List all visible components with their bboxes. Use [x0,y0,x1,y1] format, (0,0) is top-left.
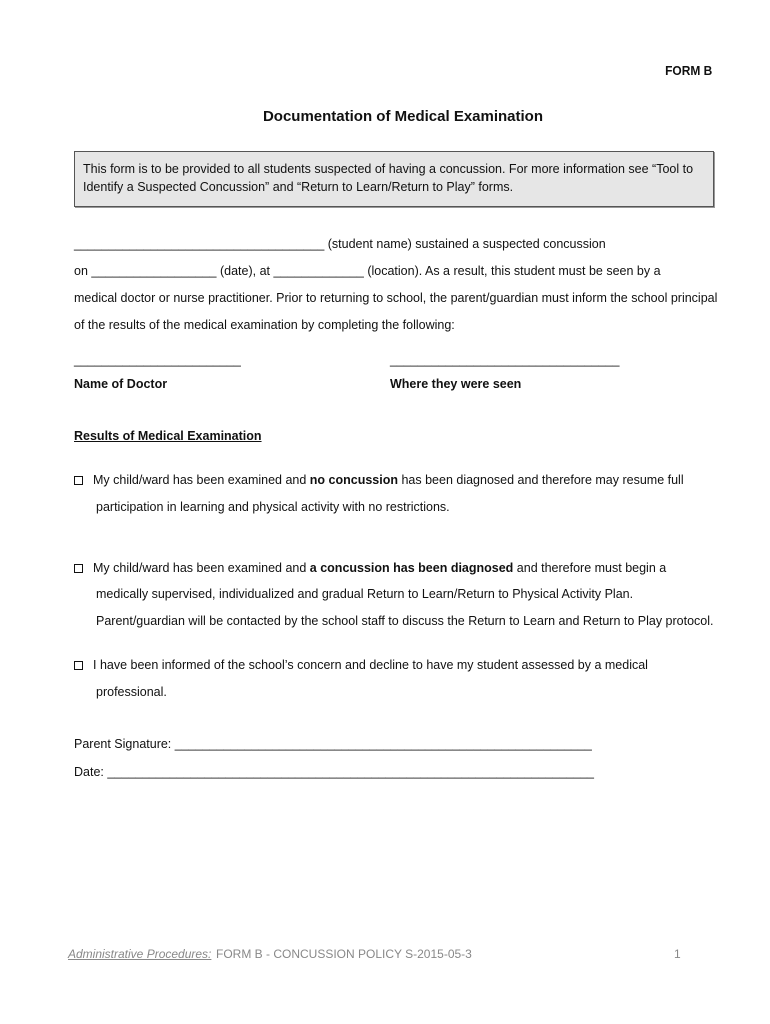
option-1-post: has been diagnosed and therefore may resume full [398,473,684,487]
parent-signature-field[interactable]: Parent Signature: ____________________________________________________________ [74,737,592,751]
notice-text: This form is to be provided to all students suspected of having a concussion. For more information see “Tool to Identify a Suspected Concussion” and “Return to Learn/Return to Play” forms. [83,162,694,194]
option-no-concussion [74,473,684,487]
option-2-post: and therefore must begin a [513,561,667,575]
document-title: Documentation of Medical Examination [262,108,544,125]
form-label: FORM B [664,63,712,78]
option-1-bold: no concussion [309,473,398,487]
checkbox-decline[interactable] [74,661,83,670]
results-heading: Results of Medical Examination [74,429,262,443]
date-field[interactable]: Date: ______________________________________________________________________ [74,765,594,779]
doctor-name-blank[interactable]: ________________________ [74,353,241,367]
option-2-line-2: medically supervised, individualized and gradual Return to Learn/Return to Physical Activity Plan. [96,587,634,601]
statement-line-1: ____________________________________ (student name) sustained a suspected concussion [74,237,606,251]
page-number: 1 [674,947,681,961]
footer-form-id: FORM B - CONCUSSION POLICY S-2015-05-3 [216,947,472,961]
statement-line-4: of the results of the medical examination by completing the following: [74,318,455,332]
option-1-pre: My child/ward has been examined and [93,473,310,487]
option-2-bold: a concussion has been diagnosed [309,561,514,575]
option-1-line-2: participation in learning and physical activity with no restrictions. [96,500,450,514]
location-seen-label: Where they were seen [390,377,522,391]
statement-line-2: on __________________ (date), at _____________ (location). As a result, this student must be seen by a [74,264,661,278]
location-seen-blank[interactable]: _________________________________ [390,353,620,367]
option-3-line-1: I have been informed of the school’s concern and decline to have my student assessed by a medical [93,658,648,672]
option-2-pre: My child/ward has been examined and [93,561,310,575]
footer-procedures: Administrative Procedures: [68,947,212,961]
checkbox-no-concussion[interactable] [74,476,83,485]
option-concussion [74,561,666,575]
checkbox-concussion[interactable] [74,564,83,573]
doctor-name-label: Name of Doctor [74,377,168,391]
option-decline [74,658,648,672]
option-2-line-3: Parent/guardian will be contacted by the school staff to discuss the Return to Learn and Return to Play protocol. [96,614,714,628]
notice-box [74,151,714,207]
statement-line-3: medical doctor or nurse practitioner. Prior to returning to school, the parent/guardian must inform the school principal [74,291,718,305]
option-3-line-2: professional. [96,685,167,699]
